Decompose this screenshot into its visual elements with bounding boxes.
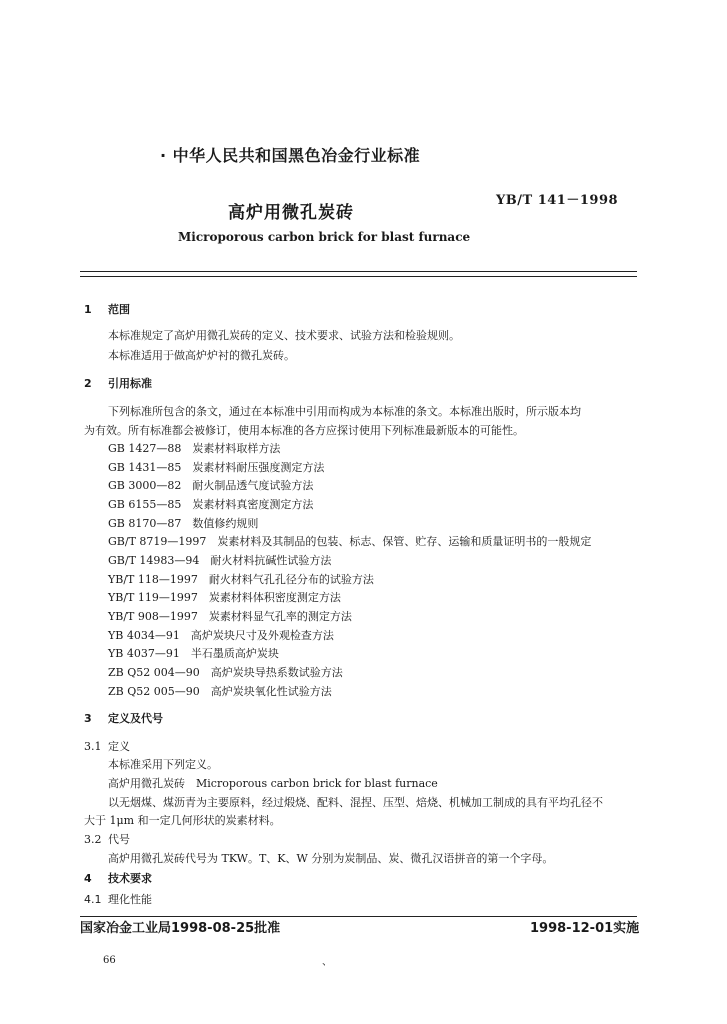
section-1-paragraph-2: 本标准适用于做高炉炉衬的微孔炭砖。: [108, 349, 295, 362]
section-2-intro-line-2: 为有效。所有标准都会被修订，使用本标准的各方应探讨使用下列标准最新版本的可能性。: [84, 424, 524, 437]
reference-item: GB 1427—88 炭素材料取样方法: [108, 442, 281, 455]
header-rule-bottom: [80, 276, 637, 277]
reference-item: GB 6155—85 炭素材料真密度测定方法: [108, 498, 314, 511]
section-3-heading: 3 定义及代号: [84, 712, 163, 725]
reference-item: GB/T 14983—94 耐火材料抗碱性试验方法: [108, 554, 332, 567]
reference-item: ZB Q52 005—90 高炉炭块氧化性试验方法: [108, 685, 332, 698]
effective-date: 1998-12-01实施: [530, 921, 640, 936]
header-bullet: ·: [160, 146, 167, 165]
page-number: 66: [103, 955, 116, 966]
section-2-intro-line-1: 下列标准所包含的条文，通过在本标准中引用而构成为本标准的条文。本标准出版时，所示版本均: [108, 405, 581, 418]
term-definition-heading: 高炉用微孔炭砖 Microporous carbon brick for blast furnace: [108, 777, 438, 790]
section-3-2-heading: 3.2 代号: [84, 833, 130, 846]
approval-line: 国家冶金工业局1998-08-25批准: [80, 921, 281, 936]
standard-code: YB/T 141－1998: [496, 193, 619, 208]
header-rule-top: [80, 271, 637, 272]
reference-item: YB/T 119—1997 炭素材料体积密度测定方法: [108, 591, 341, 604]
reference-item: YB 4034—91 高炉炭块尺寸及外观检查方法: [108, 629, 334, 642]
reference-item: YB 4037—91 半石墨质高炉炭块: [108, 647, 279, 660]
term-definition-line-1: 以无烟煤、煤沥青为主要原料，经过煅烧、配料、混捏、压型、焙烧、机械加工制成的具有平均孔径不: [108, 796, 603, 809]
section-3-1-paragraph: 本标准采用下列定义。: [108, 758, 218, 771]
section-3-2-paragraph: 高炉用微孔炭砖代号为 TKW。T、K、W 分别为炭制品、炭、微孔汉语拼音的第一个字母。: [108, 852, 554, 865]
english-title: Microporous carbon brick for blast furnace: [178, 230, 471, 244]
reference-item: YB/T 118—1997 耐火材料气孔孔径分布的试验方法: [108, 573, 374, 586]
reference-item: GB 1431—85 炭素材料耐压强度测定方法: [108, 461, 325, 474]
footer-mark: 、: [322, 957, 332, 968]
section-3-1-heading: 3.1 定义: [84, 740, 130, 753]
standard-title: 高炉用微孔炭砖: [228, 203, 354, 223]
reference-item: GB 8170—87 数值修约规则: [108, 517, 259, 530]
reference-item: GB 3000—82 耐火制品透气度试验方法: [108, 479, 314, 492]
section-1-paragraph-1: 本标准规定了高炉用微孔炭砖的定义、技术要求、试验方法和检验规则。: [108, 329, 460, 342]
header-org: 中华人民共和国黑色冶金行业标准: [172, 146, 421, 165]
section-4-heading: 4 技术要求: [84, 872, 152, 885]
reference-item: YB/T 908—1997 炭素材料显气孔率的测定方法: [108, 610, 352, 623]
reference-item: GB/T 8719—1997 炭素材料及其制品的包装、标志、保管、贮存、运输和质量证明书的一般规定: [108, 535, 592, 548]
section-2-heading: 2 引用标准: [84, 377, 152, 390]
org-header: [160, 143, 420, 166]
term-definition-line-2: 大于 1μm 和一定几何形状的炭素材料。: [84, 814, 281, 827]
section-4-1-heading: 4.1 理化性能: [84, 893, 152, 906]
reference-item: ZB Q52 004—90 高炉炭块导热系数试验方法: [108, 666, 343, 679]
section-1-heading: 1 范围: [84, 303, 130, 316]
